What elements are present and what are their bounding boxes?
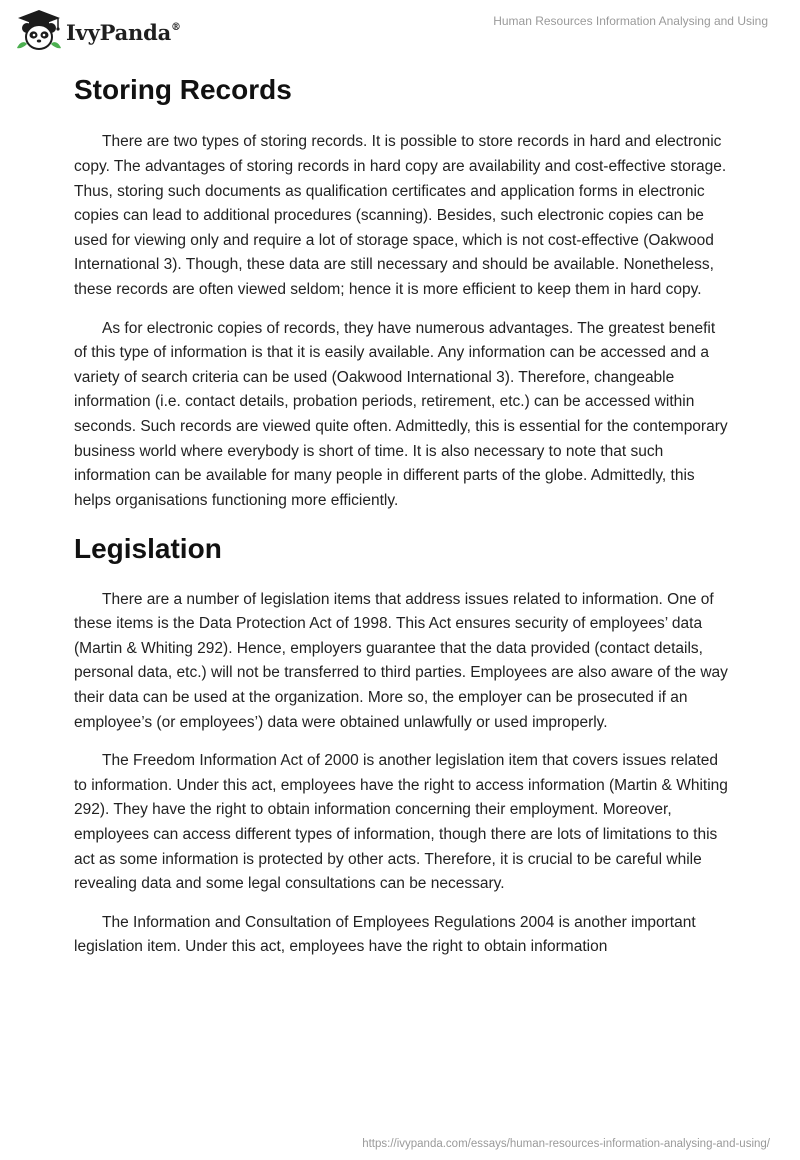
paragraph: As for electronic copies of records, they have numerous advantages. The greatest benefit of this type of information is that it is easily available. Any information can be accessed and a variety of search criteria can be used (Oakwood International 3). Therefore, changeable information (i.e. contact details, probation periods, retirement, etc.) can be accessed within seconds. Such records are viewed quite often. Admittedly, this is essential for the contemporary business world where everybody is short of time. It is also necessary to note that such information can be available for many people in different parts of the globe. Admittedly, this helps organisations functioning more efficiently. <box>74 319 728 509</box>
source-url[interactable]: https://ivypanda.com/essays/human-resources-information-analysing-and-using/ <box>362 1138 770 1150</box>
paragraph: There are two types of storing records. It is possible to store records in hard and electronic copy. The advantages of storing records in hard copy are availability and cost-effective storage. Thus, storing such documents as qualification certificates and application forms in electronic copies can lead to additional procedures (scanning). Besides, such electronic copies can be used for viewing only and require a lot of storage space, which is not cost-effective (Oakwood International 3). Though, these data are still necessary and should be available. Nonetheless, these records are often viewed seldom; hence it is more efficient to keep them in hard copy. <box>74 133 727 298</box>
panda-graduate-icon <box>14 8 64 52</box>
essay-content <box>74 60 732 974</box>
paragraph: There are a number of legislation items that address issues related to information. One of these items is the Data Protection Act of 1998. This Act ensures security of employees’ data (Martin & Whiting 292). Hence, employers guarantee that the data provided (contact details, personal data, etc.) will not be transferred to third parties. Employees are also aware of the way their data can be used at the organization. More so, the employer can be prosecuted if an employee’s (or employees’) data were obtained unlawfully or used improperly. <box>74 590 728 731</box>
ivypanda-logo[interactable] <box>14 8 181 52</box>
document-title: Human Resources Information Analysing and Using <box>493 14 768 28</box>
brand-text: IvyPanda <box>66 19 172 45</box>
paragraph: The Freedom Information Act of 2000 is another legislation item that covers issues related to information. Under this act, employees have the right to access information (Martin & Whiting 292). They have the right to obtain information concerning their employment. Moreover, employees can access different types of information, though there are lots of limitations to this act as some information is protected by other acts. Therefore, it is crucial to be careful while revealing data and some legal consultations can be necessary. <box>74 752 728 893</box>
paragraph: The Information and Consultation of Employees Regulations 2004 is another important legislation item. Under this act, employees have the right to obtain information <box>74 913 696 956</box>
registered-mark: ® <box>171 21 181 33</box>
section-heading-legislation: Legislation <box>74 533 222 565</box>
section-heading-storing-records: Storing Records <box>74 74 292 105</box>
brand-name <box>66 20 181 45</box>
